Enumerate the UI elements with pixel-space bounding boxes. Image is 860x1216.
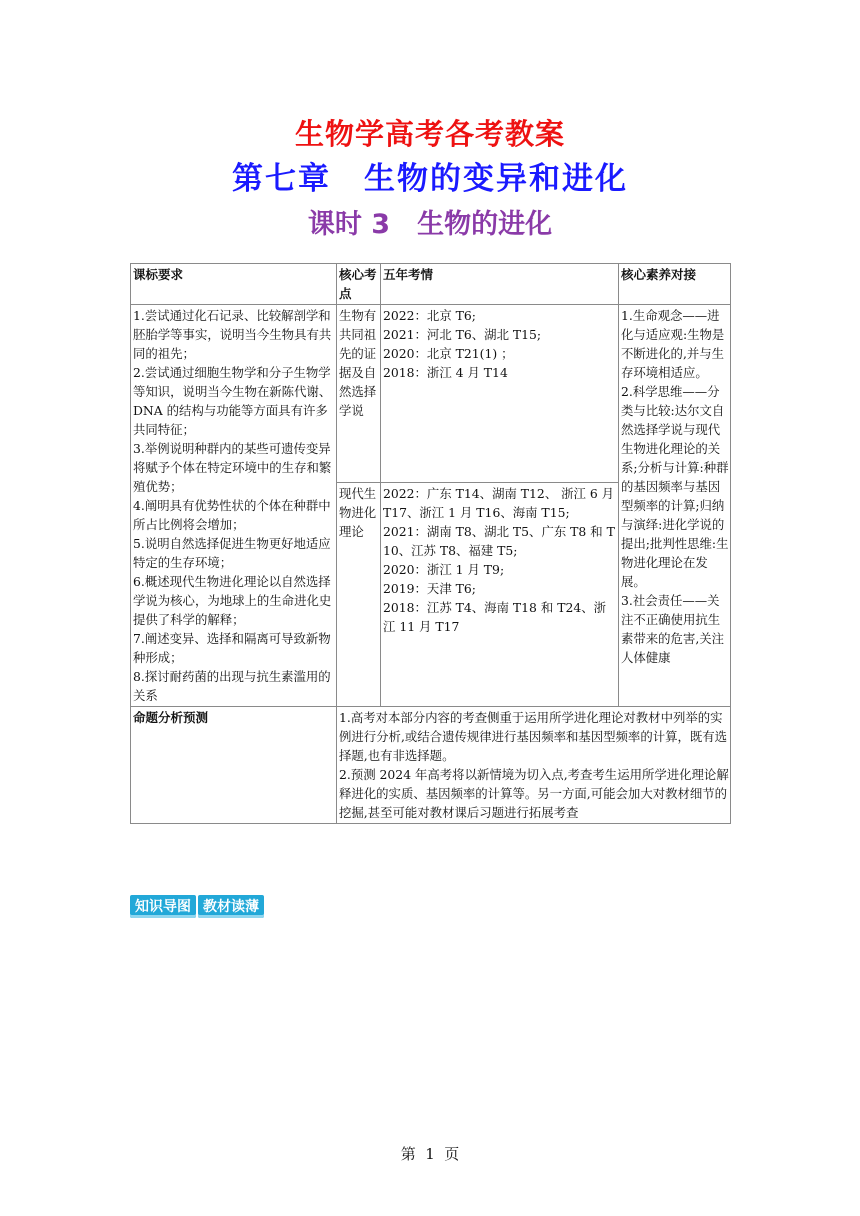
exam-line: 2021：湖南 T8、湖北 T5、广东 T8 和 T10、江苏 T8、福建 T5; <box>383 524 615 558</box>
exam-line: 2018：江苏 T4、海南 T18 和 T24、浙江 11 月 T17 <box>383 600 607 634</box>
exam-line: 2022：广东 T14、湖南 T12、 浙江 6 月 T17、浙江 1 月 T16、海南 T15; <box>383 486 615 520</box>
exam-line: 2020：浙江 1 月 T9; <box>383 562 505 577</box>
literacy-item: 1.生命观念——进化与适应观:生物是不断进化的,并与生存环境相适应。 <box>621 308 725 380</box>
header-five-year: 五年考情 <box>381 264 619 305</box>
requirement-item: 6.概述现代生物进化理论以自然选择学说为核心，为地球上的生命进化史提供了科学的解释； <box>133 574 332 627</box>
header-requirements: 课标要求 <box>131 264 337 305</box>
exams-common-ancestry <box>381 305 619 483</box>
exam-line: 2021：河北 T6、湖北 T15; <box>383 327 542 342</box>
curriculum-table <box>130 263 731 824</box>
literacy-item: 2.科学思维——分类与比较:达尔文自然选择学说与现代生物进化理论的关系;分析与计算:种群的基因频率与基因型频率的计算;归纳与演绎:进化学说的提出;批判性思维:生物进化理论在发展。 <box>621 384 729 589</box>
document-title: 生物学高考各考教案 <box>294 117 565 151</box>
requirement-item: 1.尝试通过化石记录、比较解剖学和胚胎学等事实，说明当今生物具有共同的祖先； <box>133 308 332 361</box>
chapter-title: 第七章 生物的变异和进化 <box>232 161 628 197</box>
table-header-row <box>131 264 731 305</box>
core-point-modern-theory: 现代生物进化理论 <box>337 483 381 707</box>
requirement-item: 8.探讨耐药菌的出现与抗生素滥用的关系 <box>133 669 331 703</box>
exam-line: 2019：天津 T6; <box>383 581 476 596</box>
exams-modern-theory <box>381 483 619 707</box>
core-point-common-ancestry: 生物有共同祖先的证据及自然选择学说 <box>337 305 381 483</box>
requirement-item: 2.尝试通过细胞生物学和分子生物学等知识，说明当今生物在新陈代谢、DNA 的结构与功能等方面具有许多共同特征； <box>133 365 332 437</box>
requirement-item: 4.阐明具有优势性状的个体在种群中所占比例将会增加； <box>133 498 331 532</box>
literacy-item: 3.社会责任——关注不正确使用抗生素带来的危害,关注人体健康 <box>621 593 725 665</box>
page-number: 第 1 页 <box>400 1145 460 1163</box>
lesson-title: 课时 3 生物的进化 <box>307 209 553 240</box>
requirement-item: 3.举例说明种群内的某些可遗传变异将赋予个体在特定环境中的生存和繁殖优势； <box>133 441 332 494</box>
prediction-content <box>337 707 731 824</box>
table-row <box>131 305 731 483</box>
prediction-item: 2.预测 2024 年高考将以新情境为切入点,考查考生运用所学进化理论解释进化的实质、基因频率的计算等。另一方面,可能会加大对教材细节的挖掘,甚至可能对教材课后习题进行拓展考查 <box>339 767 729 820</box>
knowledge-map-badge: 知识导图 <box>130 895 196 918</box>
textbook-reading-badge: 教材读薄 <box>198 895 264 918</box>
header-literacy: 核心素养对接 <box>619 264 731 305</box>
header-core-point: 核心考点 <box>337 264 381 305</box>
prediction-row <box>131 707 731 824</box>
prediction-label: 命题分析预测 <box>131 707 337 824</box>
prediction-item: 1.高考对本部分内容的考查侧重于运用所学进化理论对教材中列举的实例进行分析,或结合遗传规律进行基因频率和基因型频率的计算，既有选择题,也有非选择题。 <box>339 710 728 763</box>
exam-line: 2020：北京 T21(1) ； <box>383 346 514 361</box>
requirements-cell <box>131 305 337 707</box>
exam-line: 2018：浙江 4 月 T14 <box>383 365 508 380</box>
section-badges <box>130 895 264 918</box>
exam-line: 2022：北京 T6; <box>383 308 476 323</box>
requirement-item: 7.阐述变异、选择和隔离可导致新物种形成； <box>133 631 331 665</box>
literacy-cell <box>619 305 731 707</box>
requirement-item: 5.说明自然选择促进生物更好地适应特定的生存环境； <box>133 536 331 570</box>
